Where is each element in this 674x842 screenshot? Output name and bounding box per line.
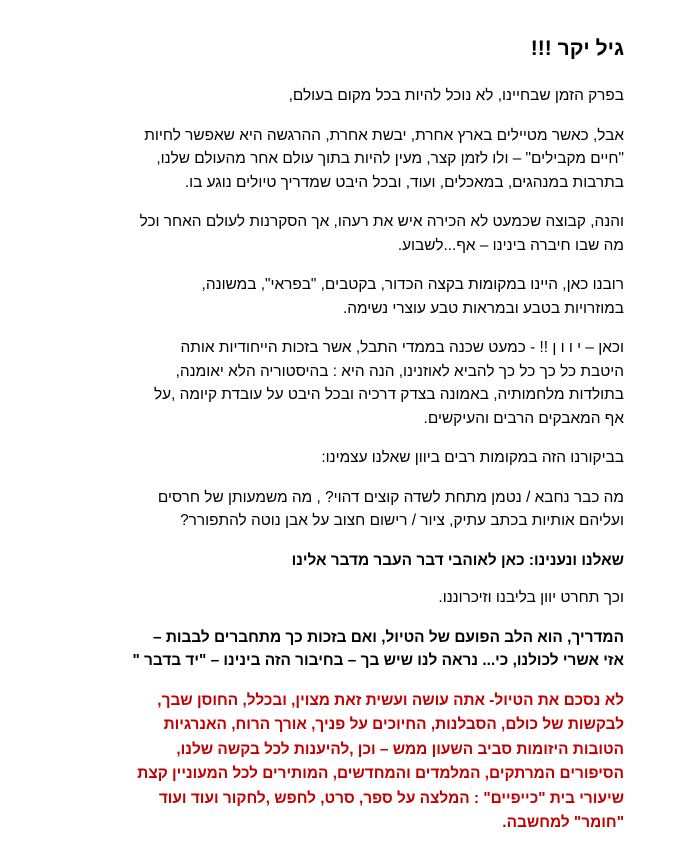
- text-line: ועליהם אותיות בכתב עתיק, ציור / רישום חצוב על אבן נוטה להתפורר?: [180, 512, 624, 529]
- text-line: שאלנו ונענינו: כאן לאוהבי דבר העבר מדבר אלינו: [291, 551, 624, 569]
- text-line: בתרבות במנהגים, במאכלים, ועוד, ובכל היבט שמדריך טיולים נוגע בו.: [184, 173, 624, 191]
- text-line: אזי אשרי לכולנו, כי... נראה לנו שיש בך – בחיבור הזה בינינו – "יד בדבר ": [132, 652, 624, 669]
- paragraph-4: [68, 273, 624, 320]
- text-line: רובנו כאן, היינו במקומות בקצה הכדור, בקטבים, "בפראי", במשונה,: [201, 276, 624, 293]
- text-line: לבקשות של כולם, הסבלנות, החיוכים על פניך, אורך הרוח, האנרגיות: [163, 716, 624, 733]
- paragraph-10-bold: [68, 626, 624, 673]
- text-line: אף המאבקים הרבים והעיקשים.: [423, 409, 624, 427]
- paragraph-9: [68, 586, 624, 610]
- text-line: היטבת כל כך כל כך להביא לאוזנינו, הנה היא : בהיסטוריה הלא יאומנה,: [175, 362, 624, 380]
- text-line: "חומר" למחשבה.: [502, 814, 624, 831]
- text-line: "חיים מקבילים" – ולו לזמן קצר, מעין להיות בתוך עולם אחר מהעולם שלנו,: [156, 150, 624, 167]
- paragraph-6: [68, 446, 624, 470]
- text-line: הסיפורים המרתקים, המלמדים והמחדשים, המותירים לכל המעוניין קצת: [137, 765, 624, 782]
- text-line: לא נסכם את הטיול- אתה עושה ועשית זאת מצוין, ובכלל, החוסן שבך,: [157, 691, 624, 709]
- paragraph-8-bold: [68, 549, 624, 573]
- text-line: במוזרויות בטבע ובמראות טבע עוצרי נשימה.: [342, 299, 624, 317]
- paragraph-11-closing: [68, 689, 624, 836]
- paragraph-1: [68, 84, 624, 108]
- text-line: הטובות היזומות סביב השעון ממש – וכן ,להיענות לכל בקשה שלנו,: [176, 740, 624, 758]
- text-line: המדריך, הוא הלב הפועם של הטיול, ואם בזכות כך מתחברים לבבות –: [153, 628, 624, 646]
- text-line: שיעורי בית "כייפיים" : המלצה על ספר, סרט, לחפש ,לחקור ועוד ועוד: [158, 789, 624, 807]
- paragraph-5: [68, 336, 624, 430]
- text-line: וכאן – י ו ו ן !! - כמעט שכנה בממדי התבל, אשר בזכות הייחודיות אותה: [180, 339, 624, 356]
- letter-title: גיל יקר !!!: [530, 37, 624, 60]
- text-line: וכך תחרט יוון בליבנו וזיכרוננו.: [438, 589, 624, 606]
- paragraph-3: [68, 210, 624, 257]
- text-line: בתולדות מלחמותיה, באמונה בצדק דרכיה ובכל היבט על עובדת קיומה ,על: [153, 386, 624, 403]
- text-line: והנה, קבוצה שכמעט לא הכירה איש את רעהו, אך הסקרנות לעולם האחר וכל: [139, 213, 624, 230]
- text-line: מה שבו חיברה בינינו – אף...לשבוע.: [397, 236, 624, 254]
- text-line: מה כבר נחבא / נטמן מתחת לשדה קוצים דהוי? , מה משמעותן של חרסים: [157, 488, 624, 506]
- text-line: בביקורנו הזה במקומות רבים ביוון שאלנו עצמינו:: [321, 449, 624, 466]
- text-line: בפרק הזמן שבחיינו, לא נוכל להיות בכל מקום בעולם,: [288, 87, 624, 104]
- text-line: אבל, כאשר מטיילים בארץ אחרת, יבשת אחרת, ההרגשה היא שאפשר לחיות: [144, 126, 624, 144]
- paragraph-2: [68, 124, 624, 195]
- paragraph-7: [68, 486, 624, 533]
